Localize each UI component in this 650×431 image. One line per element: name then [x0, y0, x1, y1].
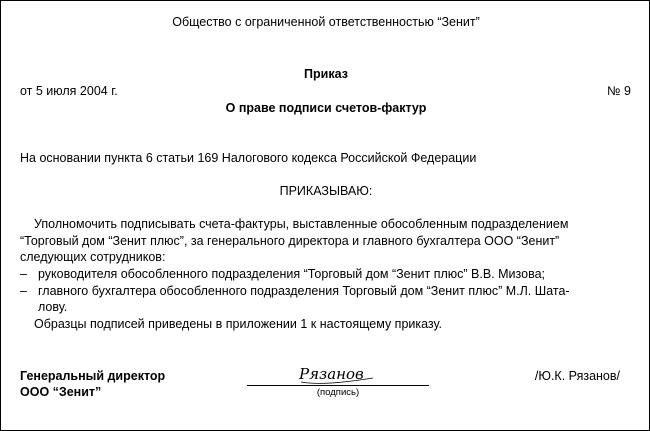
signatory-position: Генеральный директор	[20, 369, 166, 383]
order-subject: О праве подписи счетов-фактур	[225, 101, 427, 115]
handwritten-signature-text: Рязанов	[299, 365, 364, 383]
order-word: ПРИКАЗЫВАЮ:	[279, 184, 373, 198]
basis-text: На основании пункта 6 статьи 169 Налогового кодекса Российской Федерации	[20, 151, 477, 165]
paragraph-line-2: “Торговый дом “Зенит плюс”, за генерального директора и главного бухгалтера ООО “Зенит”	[20, 234, 560, 248]
list-item-accountant: главного бухгалтера обособленного подразделения Торговый дом “Зенит плюс” М.Л. Шата-	[38, 284, 570, 298]
organization-name: Общество с ограниченной ответственностью “Зенит”	[172, 15, 480, 29]
paragraph-line-3: следующих сотрудников:	[20, 250, 166, 264]
list-item-accountant-cont: лову.	[38, 300, 68, 314]
order-title: Приказ	[304, 67, 348, 81]
order-number: № 9	[607, 84, 631, 98]
signature-line	[247, 385, 429, 386]
signatory-company: ООО “Зенит”	[20, 385, 102, 399]
paragraph-line-1: Уполномочить подписывать счета-фактуры, выставленные обособленным подразделением	[34, 217, 569, 231]
signatory-name: /Ю.К. Рязанов/	[534, 369, 620, 383]
list-item-dash: –	[20, 284, 27, 298]
order-date: от 5 июля 2004 г.	[20, 84, 118, 98]
samples-text: Образцы подписей приведены в приложении 1 к настоящему приказу.	[34, 317, 442, 331]
list-item-director: руководителя обособленного подразделения “Торговый дом “Зенит плюс” В.В. Мизова;	[38, 267, 545, 281]
signature-caption: (подпись)	[316, 387, 360, 398]
handwritten-signature	[297, 361, 377, 387]
list-item-dash: –	[20, 267, 27, 281]
